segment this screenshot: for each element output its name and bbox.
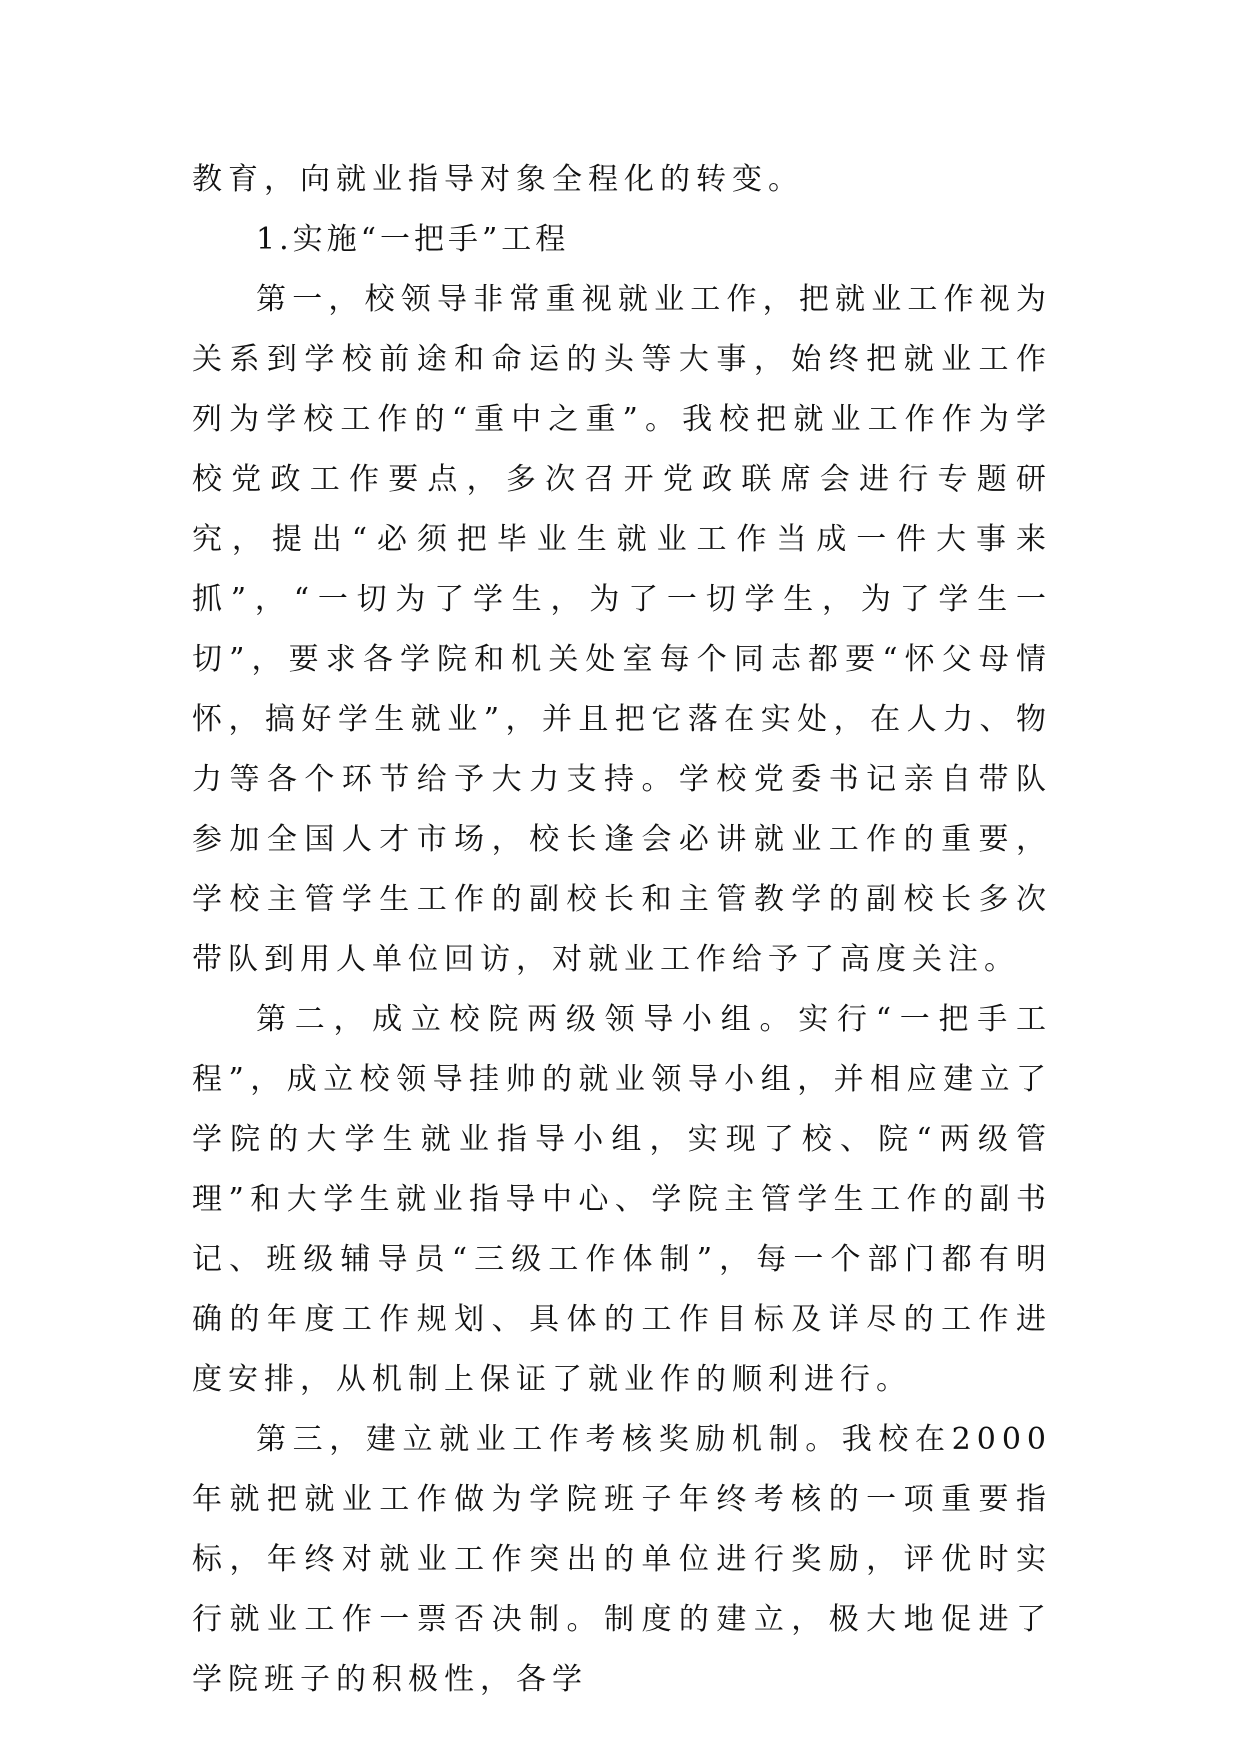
paragraph-second: 第二，成立校院两级领导小组。实行“一把手工程”，成立校领导挂帅的就业领导小组，并相应建立了学院的大学生就业指导小组，实现了校、院“两级管理”和大学生就业指导中心、学院主管学生工作的副书记、班级辅导员“三级工作体制”，每一个部门都有明确的年度工作规划、具体的工作目标及详尽的工作进度安排，从机制上保证了就业作的顺利进行。: [192, 1002, 1052, 1397]
document-body: [192, 150, 1052, 1710]
paragraph-third: 第三，建立就业工作考核奖励机制。我校在2000年就把就业工作做为学院班子年终考核的一项重要指标，年终对就业工作突出的单位进行奖励，评优时实行就业工作一票否决制。制度的建立，极大地促进了学院班子的积极性，各学: [192, 1422, 1052, 1697]
paragraph-continuation: 教育，向就业指导对象全程化的转变。: [192, 162, 804, 197]
section-heading: 1.实施“一把手”工程: [256, 222, 570, 257]
paragraph-first: 第一，校领导非常重视就业工作，把就业工作视为关系到学校前途和命运的头等大事，始终把就业工作列为学校工作的“重中之重”。我校把就业工作作为学校党政工作要点，多次召开党政联席会进行专题研究，提出“必须把毕业生就业工作当成一件大事来抓”，“一切为了学生，为了一切学生，为了学生一切”，要求各学院和机关处室每个同志都要“怀父母情怀，搞好学生就业”，并且把它落在实处，在人力、物力等各个环节给予大力支持。学校党委书记亲自带队参加全国人才市场，校长逢会必讲就业工作的重要，学校主管学生工作的副校长和主管教学的副校长多次带队到用人单位回访，对就业工作给予了高度关注。: [192, 282, 1052, 977]
